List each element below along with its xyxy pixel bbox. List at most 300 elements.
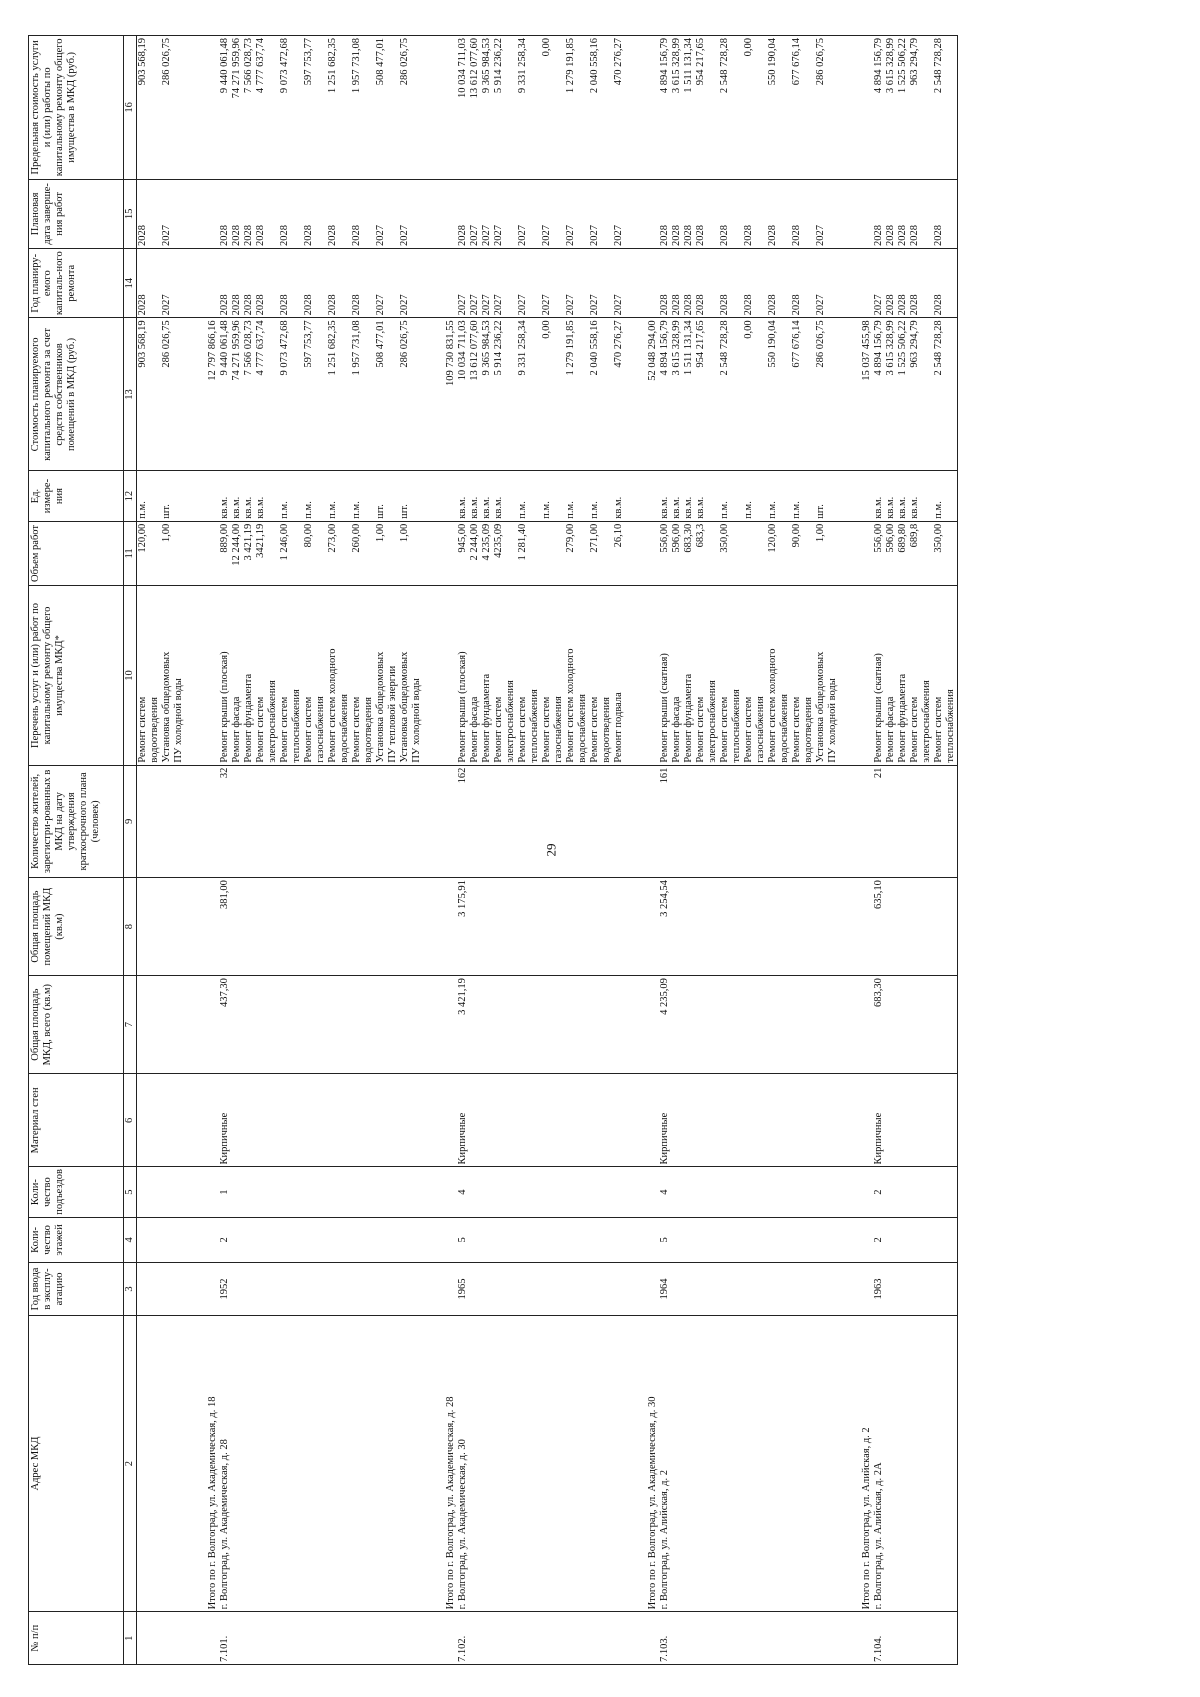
work-cost: 13 612 077,60 [469, 320, 480, 381]
build-year [137, 1265, 149, 1313]
work-name: Ремонт систем холодного [565, 648, 576, 763]
entrances: 1 [219, 1189, 230, 1195]
wall-material: Кирпичные [219, 1112, 230, 1165]
work-name: Ремонт систем [719, 696, 730, 763]
column-number: 5 [124, 1167, 137, 1217]
work-limit-cost: 597 753,77 [303, 38, 314, 86]
work-year: 2028 [897, 294, 908, 316]
work-end-date: 2028 [933, 225, 944, 247]
work-name: Ремонт фундамента [683, 673, 694, 763]
work-unit: шт. [375, 504, 386, 519]
work-limit-cost: 286 026,75 [161, 38, 172, 86]
work-limit-cost: 10 034 711,03 [457, 38, 468, 98]
work-name: Ремонт систем [933, 696, 944, 763]
row-number: 7.104. [873, 1635, 884, 1662]
column-number: 7 [124, 976, 137, 1074]
work-limit-cost: 9 073 472,68 [279, 38, 290, 94]
work-cost: 9 440 061,48 [219, 320, 230, 376]
work-end-date: 2028 [137, 225, 148, 247]
build-year: 1965 [457, 1278, 468, 1300]
work-end-date: 2028 [303, 225, 314, 247]
work-name: водоотведения [601, 697, 612, 763]
work-year: 2027 [161, 294, 172, 316]
column-number: 12 [124, 471, 137, 521]
work-unit: кв.м. [873, 496, 884, 519]
work-volume: 596,00 [671, 523, 682, 553]
header-col-12: Ед. измере-ния [29, 471, 124, 521]
work-name: газоснабжения [553, 696, 564, 763]
work-limit-cost: 550 190,04 [767, 38, 778, 86]
total-cost: 15 037 455,98 [861, 320, 872, 381]
work-limit-cost: 2 548 728,28 [719, 38, 730, 94]
work-unit: кв.м. [671, 496, 682, 519]
area-total: 437,30 [219, 978, 230, 1008]
work-cost: 1 957 731,08 [351, 320, 362, 376]
wall-material: Кирпичные [659, 1112, 670, 1165]
work-name: газоснабжения [755, 696, 766, 763]
work-volume: 90,00 [791, 523, 802, 548]
header-col-13: Стоимость планируемого капитального ремонта за счет средств собственников помещений в МКД (руб.) [29, 318, 124, 471]
work-end-date: 2028 [873, 225, 884, 247]
work-volume: 279,00 [565, 523, 576, 553]
work-limit-cost: 9 331 258,34 [517, 38, 528, 94]
row-number [137, 1614, 149, 1662]
work-name: водоснабжения [779, 694, 790, 763]
work-name: водоотведения [149, 697, 160, 763]
work-cost: 286 026,75 [399, 320, 410, 368]
work-cost: 2 548 728,28 [933, 320, 944, 376]
work-unit: шт. [815, 504, 826, 519]
address: г. Волгоград, ул. Академическая, д. 30 [457, 1439, 468, 1610]
work-cost: 2 040 558,16 [589, 320, 600, 376]
work-end-date: 2028 [885, 225, 896, 247]
work-year: 2027 [565, 294, 576, 316]
work-volume: 889,00 [219, 523, 230, 553]
work-name: Ремонт систем [255, 696, 266, 763]
work-limit-cost: 1 957 731,08 [351, 38, 362, 94]
work-name: Установка общедомовых [399, 651, 410, 763]
floors: 2 [873, 1237, 884, 1243]
work-year: 2027 [493, 294, 504, 316]
floors: 5 [659, 1237, 670, 1243]
build-year: 1964 [659, 1278, 670, 1300]
work-volume: 26,10 [613, 523, 624, 548]
work-volume: 350,00 [933, 523, 944, 553]
header-col-4: Коли-чество этажей [29, 1217, 124, 1262]
work-year: 2028 [885, 294, 896, 316]
work-name: Установка общедомовых [815, 651, 826, 763]
work-volume: 945,00 [457, 523, 468, 553]
work-cost: 597 753,77 [303, 320, 314, 368]
work-limit-cost: 9 365 984,53 [481, 38, 492, 94]
work-year: 2027 [613, 294, 624, 316]
residents [137, 768, 149, 875]
address: г. Волгоград, ул. Академическая, д. 28 [219, 1439, 230, 1610]
work-unit: п.м. [327, 501, 338, 519]
table-row [625, 36, 839, 1665]
work-limit-cost: 470 276,27 [613, 38, 624, 86]
work-unit: кв.м. [659, 496, 670, 519]
work-end-date: 2027 [589, 225, 600, 247]
work-unit: кв.м. [255, 496, 266, 519]
work-cost: 903 568,19 [137, 320, 148, 368]
work-end-date: 2028 [219, 225, 230, 247]
work-cost: 1 251 682,35 [327, 320, 338, 376]
header-row [29, 36, 124, 1665]
work-unit: п.м. [719, 501, 730, 519]
work-unit: кв.м. [219, 496, 230, 519]
work-unit: п.м. [517, 501, 528, 519]
work-name: Ремонт крыши (плоская) [219, 651, 230, 763]
work-cost: 3 615 328,99 [885, 320, 896, 376]
work-unit: кв.м. [457, 496, 468, 519]
work-name: Ремонт фасада [231, 696, 242, 763]
work-volume: 3421,19 [255, 523, 266, 558]
work-name: газоснабжения [315, 696, 326, 763]
work-year: 2028 [327, 294, 338, 316]
work-year: 2028 [719, 294, 730, 316]
work-year: 2028 [767, 294, 778, 316]
work-limit-cost: 508 477,01 [375, 38, 386, 86]
work-name: Ремонт систем [695, 696, 706, 763]
work-volume: 1,00 [375, 523, 386, 543]
work-name: Ремонт систем [279, 696, 290, 763]
header-col-10: Перечень услуг и (или) работ по капитальному ремонту общего имущества МКД* [29, 586, 124, 765]
residents: 162 [457, 767, 468, 784]
work-limit-cost: 1 251 682,35 [327, 38, 338, 94]
work-name: Ремонт систем холодного [327, 648, 338, 763]
work-unit: п.м. [565, 501, 576, 519]
work-name: Ремонт фундамента [243, 673, 254, 763]
work-end-date: 2027 [493, 225, 504, 247]
work-unit: п.м. [303, 501, 314, 519]
work-unit: шт. [399, 504, 410, 519]
work-name: Ремонт систем [517, 696, 528, 763]
work-limit-cost: 7 566 028,73 [243, 38, 254, 94]
header-col-1: № п/п [29, 1612, 124, 1665]
table-row [185, 36, 423, 1665]
work-name: Ремонт систем [541, 696, 552, 763]
work-end-date: 2027 [541, 225, 552, 247]
work-name: Ремонт систем [137, 696, 148, 763]
work-end-date: 2028 [327, 225, 338, 247]
work-cost: 963 294,79 [909, 320, 920, 368]
work-end-date: 2028 [457, 225, 468, 247]
column-number: 11 [124, 521, 137, 586]
work-name: теплоснабжения [945, 689, 956, 763]
work-volume [541, 524, 553, 584]
work-limit-cost: 9 440 061,48 [219, 38, 230, 94]
work-unit: кв.м. [469, 496, 480, 519]
floors: 2 [219, 1237, 230, 1243]
header-col-11: Объем работ [29, 521, 124, 586]
work-name: теплоснабжения [731, 689, 742, 763]
residents: 32 [219, 767, 230, 779]
work-volume: 271,00 [589, 523, 600, 553]
work-end-date: 2028 [671, 225, 682, 247]
work-unit: кв.м. [885, 496, 896, 519]
work-limit-cost: 2 548 728,28 [933, 38, 944, 94]
work-volume: 556,00 [873, 523, 884, 553]
work-year: 2028 [671, 294, 682, 316]
work-end-date: 2027 [517, 225, 528, 247]
work-cost: 4 894 156,79 [659, 320, 670, 376]
work-end-date: 2028 [909, 225, 920, 247]
work-name: водоотведения [363, 697, 374, 763]
work-limit-cost: 903 568,19 [137, 38, 148, 86]
work-name: Ремонт систем [303, 696, 314, 763]
work-year: 2028 [659, 294, 670, 316]
work-volume: 2 244,00 [469, 523, 480, 561]
work-end-date: 2028 [351, 225, 362, 247]
work-unit: п.м. [933, 501, 944, 519]
column-number: 10 [124, 586, 137, 765]
work-unit: п.м. [743, 501, 754, 519]
work-volume: 683,30 [683, 523, 694, 553]
work-name: электроснабжения [505, 680, 516, 763]
header-col-2: Адрес МКД [29, 1315, 124, 1612]
work-name: Ремонт крыши (плоская) [457, 651, 468, 763]
work-year: 2027 [541, 294, 552, 316]
work-end-date: 2027 [815, 225, 826, 247]
work-name: водоснабжения [577, 694, 588, 763]
column-number: 2 [124, 1315, 137, 1612]
work-year: 2027 [457, 294, 468, 316]
residents: 21 [873, 767, 884, 779]
work-year: 2028 [933, 294, 944, 316]
entrances [137, 1169, 149, 1214]
work-name: Ремонт систем [743, 696, 754, 763]
work-cost: 286 026,75 [815, 320, 826, 368]
work-cost: 470 276,27 [613, 320, 624, 368]
work-year: 2028 [255, 294, 266, 316]
work-cost: 550 190,04 [767, 320, 778, 368]
row-number: 7.103. [659, 1635, 670, 1662]
work-name: ПУ тепловой энергии [387, 665, 398, 763]
work-name: Ремонт систем [351, 696, 362, 763]
area-rooms [137, 880, 149, 973]
work-limit-cost: 74 271 959,96 [231, 38, 242, 99]
address: г. Волгоград, ул. Алийская, д. 2А [873, 1462, 884, 1610]
work-volume: 120,00 [767, 523, 778, 553]
header-col-15: Плановая дата заверше-ния работ [29, 179, 124, 248]
work-limit-cost: 1 511 131,34 [683, 38, 694, 93]
work-cost: 1 511 131,34 [683, 320, 694, 376]
work-cost: 1 525 506,22 [897, 320, 908, 376]
work-limit-cost: 677 676,14 [791, 38, 802, 86]
work-end-date: 2028 [897, 225, 908, 247]
row-number: 7.102. [457, 1635, 468, 1662]
work-name: ПУ холодной воды [827, 678, 838, 763]
page-number: 29 [543, 843, 559, 857]
work-end-date: 2028 [279, 225, 290, 247]
work-volume: 4 235,09 [481, 523, 492, 561]
work-limit-cost: 0,00 [743, 38, 754, 57]
work-end-date: 2027 [481, 225, 492, 247]
work-cost: 2 548 728,28 [719, 320, 730, 376]
work-volume: 683,3 [695, 523, 706, 548]
total-label: Итого по г. Волгоград, ул. Алийская, д. 2 [861, 1427, 872, 1610]
header-col-3: Год ввода в эксплу-атацию [29, 1263, 124, 1316]
work-unit: кв.м. [695, 496, 706, 519]
work-cost: 7 566 028,73 [243, 320, 254, 376]
work-year: 2028 [137, 294, 148, 316]
work-unit: кв.м. [909, 496, 920, 519]
area-total: 4 235,09 [659, 978, 670, 1015]
work-limit-cost: 286 026,75 [815, 38, 826, 86]
work-unit: кв.м. [231, 496, 242, 519]
column-number: 13 [124, 318, 137, 471]
work-end-date: 2027 [565, 225, 576, 247]
work-year: 2027 [399, 294, 410, 316]
work-name: электроснабжения [707, 680, 718, 763]
work-name: электроснабжения [921, 680, 932, 763]
work-volume: 556,00 [659, 523, 670, 553]
capital-repair-table [28, 35, 958, 1665]
work-cost: 954 217,65 [695, 320, 706, 368]
work-end-date: 2028 [231, 225, 242, 247]
work-year: 2027 [873, 294, 884, 316]
work-limit-cost: 4 894 156,79 [659, 38, 670, 94]
column-number: 9 [124, 765, 137, 877]
column-number: 8 [124, 878, 137, 976]
work-limit-cost: 963 294,79 [909, 38, 920, 86]
work-end-date: 2028 [791, 225, 802, 247]
work-name: Ремонт систем холодного [767, 648, 778, 763]
work-year: 2028 [219, 294, 230, 316]
work-unit: п.м. [767, 501, 778, 519]
work-end-date: 2027 [161, 225, 172, 247]
header-col-9: Количество жителей, зарегистри-рованных в МКД на дату утверждения краткосрочного плана (человек) [29, 765, 124, 877]
work-name: водоотведения [803, 697, 814, 763]
work-name: Ремонт фасада [469, 696, 480, 763]
work-volume [743, 524, 755, 584]
work-end-date: 2028 [743, 225, 754, 247]
work-limit-cost: 3 615 328,99 [671, 38, 682, 94]
work-limit-cost: 4 894 156,79 [873, 38, 884, 94]
work-end-date: 2027 [469, 225, 480, 247]
work-volume: 689,8 [909, 523, 920, 548]
work-limit-cost: 286 026,75 [399, 38, 410, 86]
work-volume: 689,80 [897, 523, 908, 553]
work-volume: 4235,09 [493, 523, 504, 558]
area-total: 683,30 [873, 978, 884, 1008]
work-end-date: 2028 [683, 225, 694, 247]
work-volume: 1,00 [815, 523, 826, 543]
work-name: Ремонт крыши (скатная) [659, 653, 670, 763]
work-cost: 9 365 984,53 [481, 320, 492, 376]
column-number: 15 [124, 179, 137, 248]
work-limit-cost: 2 040 558,16 [589, 38, 600, 94]
work-year: 2027 [375, 294, 386, 316]
entrances: 2 [873, 1189, 884, 1195]
work-name: Ремонт фундамента [481, 673, 492, 763]
work-name: Ремонт систем [589, 696, 600, 763]
work-volume: 1 281,40 [517, 523, 528, 561]
work-year: 2028 [909, 294, 920, 316]
work-limit-cost: 13 612 077,60 [469, 38, 480, 99]
work-unit: шт. [161, 504, 172, 519]
work-volume: 1,00 [399, 523, 410, 543]
work-name: ПУ холодной воды [411, 678, 422, 763]
work-year: 2028 [791, 294, 802, 316]
work-end-date: 2028 [243, 225, 254, 247]
work-unit: п.м. [541, 501, 552, 519]
work-year: 2027 [481, 294, 492, 316]
table-body [137, 36, 958, 1665]
work-year: 2028 [683, 294, 694, 316]
work-unit: п.м. [351, 501, 362, 519]
work-end-date: 2028 [659, 225, 670, 247]
work-name: Ремонт систем [493, 696, 504, 763]
work-year: 2028 [351, 294, 362, 316]
column-number: 3 [124, 1263, 137, 1316]
work-cost: 286 026,75 [161, 320, 172, 368]
column-number: 16 [124, 36, 137, 180]
work-end-date: 2028 [767, 225, 778, 247]
wall-material: Кирпичные [457, 1112, 468, 1165]
work-cost: 508 477,01 [375, 320, 386, 368]
work-cost: 0,00 [541, 320, 552, 339]
work-limit-cost: 1 525 506,22 [897, 38, 908, 94]
floors: 5 [457, 1237, 468, 1243]
work-year: 2027 [589, 294, 600, 316]
entrances: 4 [659, 1189, 670, 1195]
work-volume: 80,00 [303, 523, 314, 548]
work-unit: кв.м. [613, 496, 624, 519]
work-cost: 10 034 711,03 [457, 320, 468, 381]
work-name: электроснабжения [267, 680, 278, 763]
residents: 161 [659, 767, 670, 784]
work-volume: 1,00 [161, 523, 172, 543]
work-cost: 3 615 328,99 [671, 320, 682, 376]
work-unit: кв.м. [243, 496, 254, 519]
work-unit: кв.м. [493, 496, 504, 519]
entrances: 4 [457, 1189, 468, 1195]
total-label: Итого по г. Волгоград, ул. Академическая, д. 28 [445, 1396, 456, 1610]
work-limit-cost: 5 914 236,22 [493, 38, 504, 94]
address [149, 1318, 161, 1610]
wall-material: Кирпичные [873, 1112, 884, 1165]
work-year: 2028 [695, 294, 706, 316]
area-total: 3 421,19 [457, 978, 468, 1015]
work-year: 2028 [231, 294, 242, 316]
work-cost: 5 914 236,22 [493, 320, 504, 376]
work-name: Ремонт фасада [671, 696, 682, 763]
work-year: 2028 [279, 294, 290, 316]
table-row [839, 36, 958, 1665]
work-volume: 350,00 [719, 523, 730, 553]
work-cost: 9 073 472,68 [279, 320, 290, 376]
column-number: 4 [124, 1217, 137, 1262]
work-cost: 9 331 258,34 [517, 320, 528, 376]
work-cost: 1 279 191,85 [565, 320, 576, 376]
work-limit-cost: 1 279 191,85 [565, 38, 576, 94]
work-year: 2027 [517, 294, 528, 316]
area-rooms: 381,00 [219, 880, 230, 909]
total-cost: 109 730 831,55 [445, 320, 456, 387]
wall-material [137, 1076, 149, 1164]
area-total [137, 978, 149, 1071]
work-year: 2028 [243, 294, 254, 316]
work-year: 2027 [469, 294, 480, 316]
work-unit: п.м. [589, 501, 600, 519]
work-volume: 120,00 [137, 523, 148, 553]
header-col-14: Год планиру-емого капиталь-ного ремонта [29, 249, 124, 318]
area-rooms: 3 175,91 [457, 880, 468, 917]
total-label: Итого по г. Волгоград, ул. Академическая, д. 18 [207, 1396, 218, 1610]
work-unit: кв.м. [481, 496, 492, 519]
